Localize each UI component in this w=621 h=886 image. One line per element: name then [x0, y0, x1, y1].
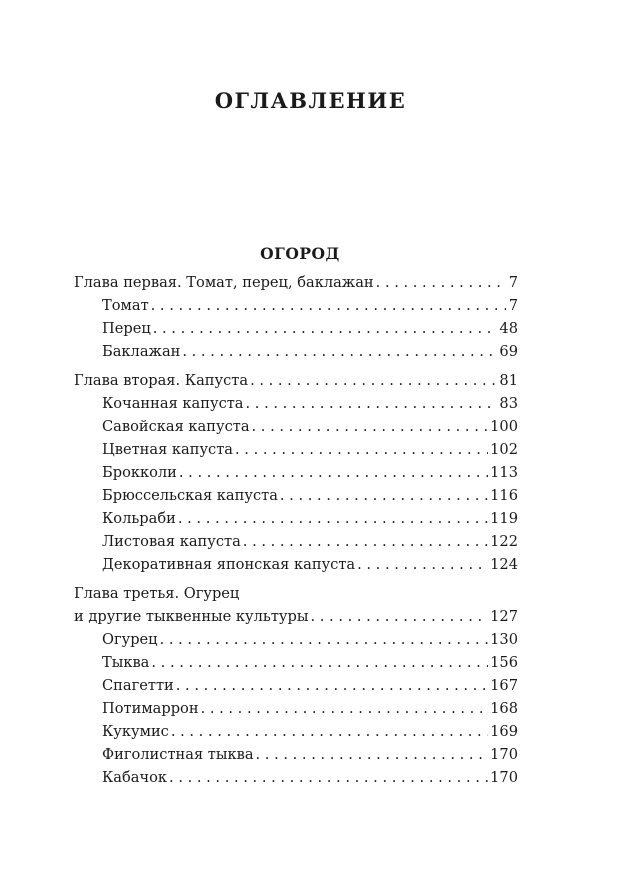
entry-label: Брюссельская капуста [102, 487, 278, 504]
toc-entry[interactable] [74, 484, 518, 507]
page-number: 167 [490, 677, 518, 694]
chapter-title: Глава вторая. Капуста [74, 372, 249, 389]
chapter-title: Глава первая. Томат, перец, баклажан [74, 274, 374, 291]
toc-entry[interactable] [74, 438, 518, 461]
toc-entry[interactable] [74, 507, 518, 530]
toc-entry[interactable] [74, 674, 518, 697]
dot-leader [280, 484, 488, 507]
toc-entry-chapter-1[interactable] [74, 271, 518, 294]
dot-leader [182, 340, 497, 363]
dot-leader [151, 294, 506, 317]
dot-leader [357, 553, 488, 576]
entry-label: Спагетти [102, 677, 174, 694]
page-number: 122 [490, 533, 518, 550]
entry-label: Кабачок [102, 769, 168, 786]
page-number: 113 [490, 464, 518, 481]
entry-label: Фиголистная тыква [102, 746, 254, 763]
dot-leader [310, 605, 488, 628]
page-number: 130 [490, 631, 518, 648]
page-number: 100 [490, 418, 518, 435]
toc-entry[interactable] [74, 766, 518, 789]
toc-entry[interactable] [74, 294, 518, 317]
dot-leader [179, 461, 488, 484]
page-number: 169 [490, 723, 518, 740]
page-number: 48 [499, 320, 518, 337]
page-number: 127 [490, 608, 518, 625]
dot-leader [243, 530, 488, 553]
dot-leader [171, 720, 488, 743]
dot-leader [169, 766, 488, 789]
toc-entry[interactable] [74, 317, 518, 340]
dot-leader [235, 438, 488, 461]
entry-label: Огурец [102, 631, 158, 648]
chapter-1 [74, 271, 518, 363]
chapter-title: Глава третья. Огурец [74, 585, 240, 602]
page-number: 124 [490, 556, 518, 573]
dot-leader [178, 507, 488, 530]
page-number: 168 [490, 700, 518, 717]
page-number: 102 [490, 441, 518, 458]
page-number: 156 [490, 654, 518, 671]
entry-label: Томат [102, 297, 149, 314]
page-title: ОГЛАВЛЕНИЕ [214, 88, 407, 113]
dot-leader [151, 651, 488, 674]
section-title: ОГОРОД [260, 244, 340, 263]
dot-leader [201, 697, 489, 720]
page-number: 170 [490, 746, 518, 763]
entry-label: Баклажан [102, 343, 181, 360]
toc-entry-chapter-2[interactable] [74, 369, 518, 392]
dot-leader [176, 674, 488, 697]
entry-label: Декоративная японская капуста [102, 556, 356, 573]
entry-label: Тыква [102, 654, 150, 671]
entry-label: Цветная капуста [102, 441, 234, 458]
toc-entry[interactable] [74, 628, 518, 651]
toc-entry[interactable] [74, 553, 518, 576]
entry-label: Потимаррон [102, 700, 199, 717]
chapter-3 [74, 582, 518, 789]
toc-entry[interactable] [74, 415, 518, 438]
page-number: 119 [490, 510, 518, 527]
toc-entry[interactable] [74, 697, 518, 720]
toc-entry[interactable] [74, 743, 518, 766]
chapter-2 [74, 369, 518, 576]
entry-label: Кочанная капуста [102, 395, 244, 412]
dot-leader [246, 392, 498, 415]
entry-label: Кукумис [102, 723, 169, 740]
toc-entry[interactable] [74, 340, 518, 363]
toc-entry[interactable] [74, 720, 518, 743]
chapter-title-line[interactable] [74, 582, 518, 605]
page-number: 69 [499, 343, 518, 360]
toc-entry[interactable] [74, 530, 518, 553]
page-number: 7 [508, 297, 518, 314]
dot-leader [376, 271, 506, 294]
dot-leader [256, 743, 489, 766]
dot-leader [160, 628, 489, 651]
dot-leader [252, 415, 489, 438]
page-number: 81 [499, 372, 518, 389]
chapter-title-continued: и другие тыквенные культуры [74, 608, 309, 625]
entry-label: Листовая капуста [102, 533, 241, 550]
dot-leader [153, 317, 498, 340]
page-number: 170 [490, 769, 518, 786]
page-number: 7 [508, 274, 518, 291]
toc-entry[interactable] [74, 651, 518, 674]
toc-entry[interactable] [74, 461, 518, 484]
dot-leader [250, 369, 497, 392]
entry-label: Перец [102, 320, 151, 337]
entry-label: Савойская капуста [102, 418, 250, 435]
entry-label: Кольраби [102, 510, 176, 527]
toc-entry[interactable] [74, 392, 518, 415]
page-number: 116 [490, 487, 518, 504]
entry-label: Брокколи [102, 464, 177, 481]
page-number: 83 [499, 395, 518, 412]
table-of-contents [74, 241, 518, 789]
toc-entry-chapter-3[interactable] [74, 605, 518, 628]
